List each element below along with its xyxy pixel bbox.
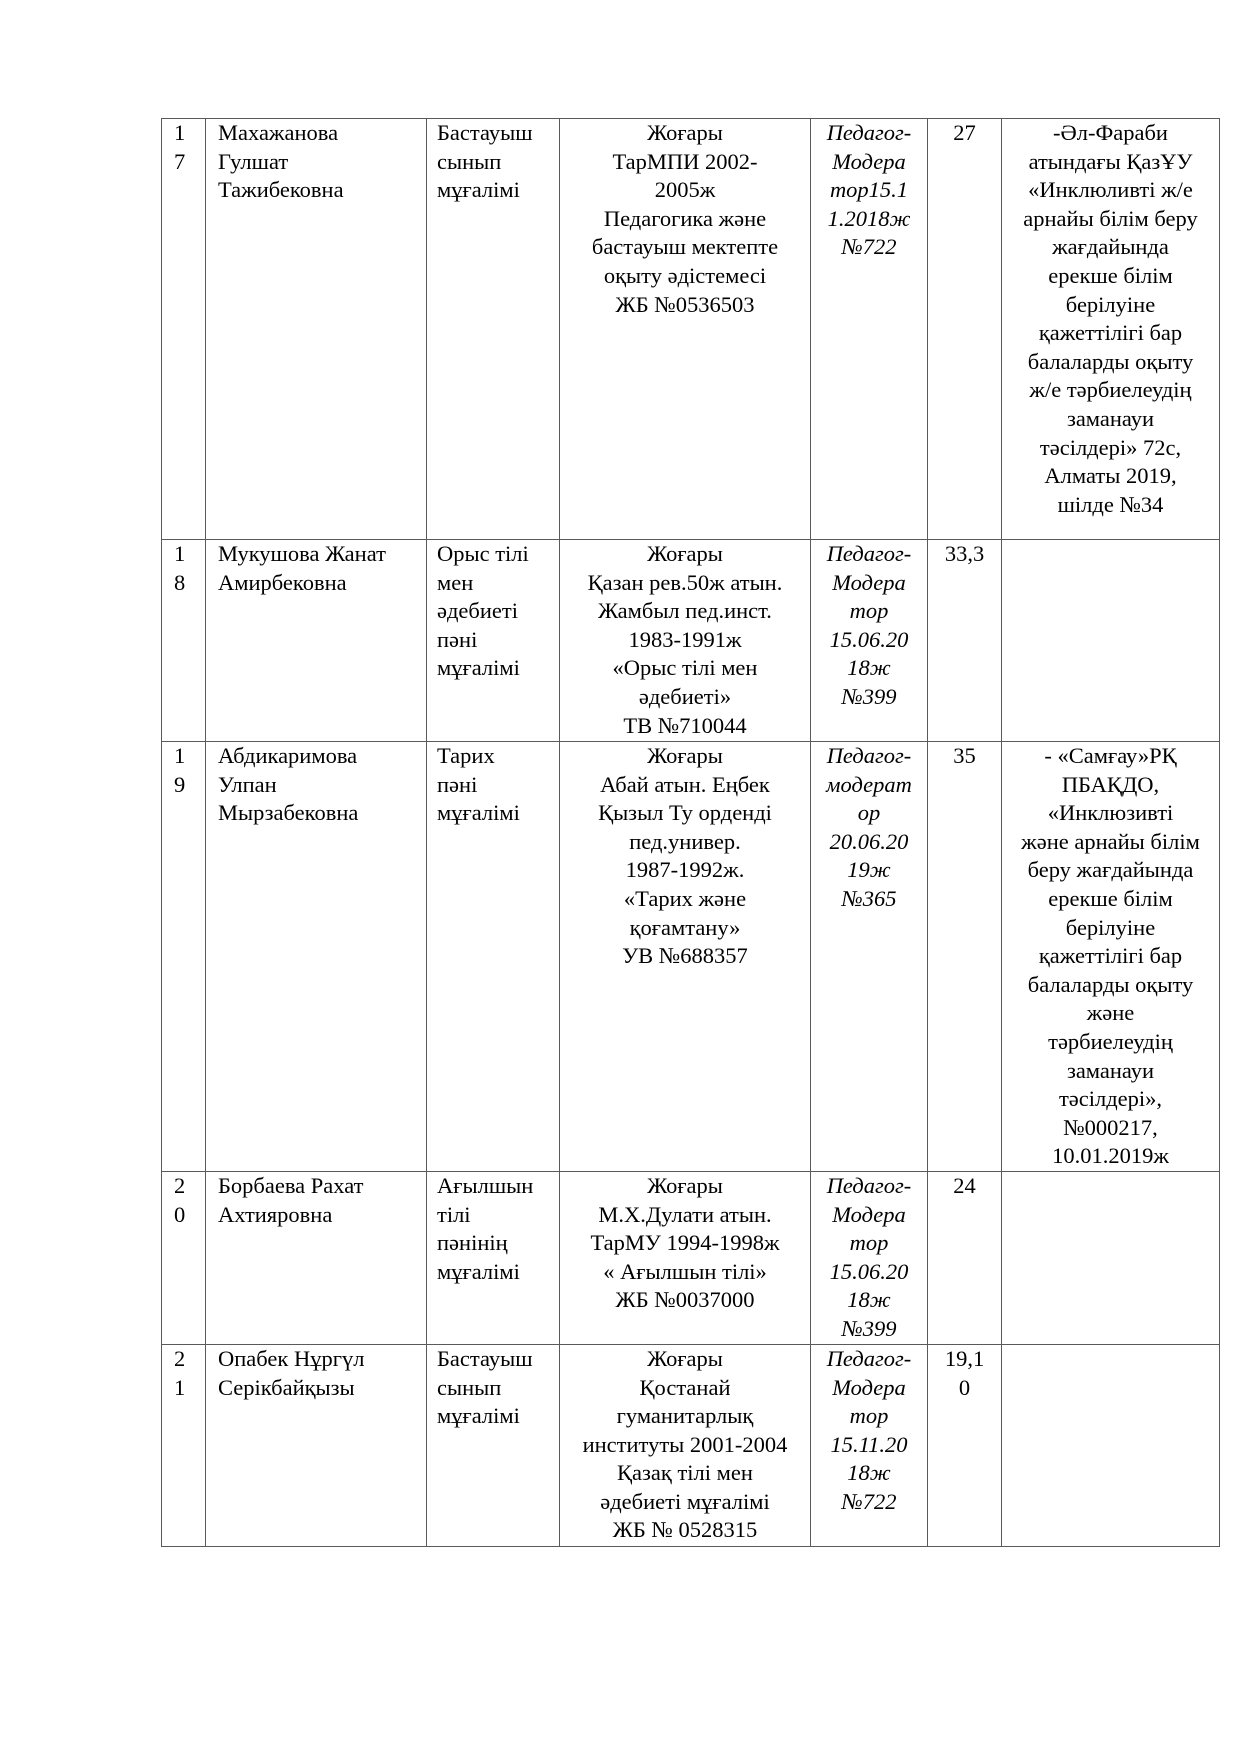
teacher-courses — [1002, 1344, 1220, 1546]
teacher-education: Жоғары Абай атын. Еңбек Қызыл Ту орденді пед.универ. 1987-1992ж. «Тарих және қоғамтану» УВ №688357 — [560, 742, 811, 1172]
teacher-name: Махажанова Гулшат Тажибековна — [206, 119, 427, 540]
row-number: 1 8 — [162, 540, 206, 742]
table-row — [162, 540, 1220, 742]
teacher-position: Ағылшын тілі пәнінің мұғалімі — [427, 1171, 560, 1344]
table-row — [162, 119, 1220, 540]
teacher-name: Борбаева Рахат Ахтияровна — [206, 1171, 427, 1344]
teacher-courses — [1002, 1171, 1220, 1344]
teacher-category: Педагог- Модера тор15.1 1.2018ж №722 — [811, 119, 928, 540]
teacher-experience: 19,1 0 — [928, 1344, 1002, 1546]
teacher-courses: -Әл-Фараби атындағы ҚазҰУ «Инклюливті ж/е арнайы білім беру жағдайында ерекше білім берілуіне қажеттілігі бар балаларды оқыту ж/е тәрбиелеудің заманауи тәсілдері» 72с, Алматы 2019, шілде №34 — [1002, 119, 1220, 540]
teacher-position: Тарих пәні мұғалімі — [427, 742, 560, 1172]
table-row — [162, 1171, 1220, 1344]
teacher-category: Педагог- модерат ор 20.06.20 19ж №365 — [811, 742, 928, 1172]
teacher-category: Педагог- Модера тор 15.06.20 18ж №399 — [811, 540, 928, 742]
row-number: 2 1 — [162, 1344, 206, 1546]
teacher-education: Жоғары Қазан рев.50ж атын. Жамбыл пед.инст. 1983-1991ж «Орыс тілі мен әдебиеті» ТВ №710044 — [560, 540, 811, 742]
teacher-experience: 24 — [928, 1171, 1002, 1344]
teacher-name: Мукушова Жанат Амирбековна — [206, 540, 427, 742]
teacher-education: Жоғары ТарМПИ 2002- 2005ж Педагогика және бастауыш мектепте оқыту әдістемесі ЖБ №0536503 — [560, 119, 811, 540]
teacher-experience: 27 — [928, 119, 1002, 540]
table-row — [162, 742, 1220, 1172]
teacher-education: Жоғары М.Х.Дулати атын. ТарМУ 1994-1998ж « Ағылшын тілі» ЖБ №0037000 — [560, 1171, 811, 1344]
teacher-education: Жоғары Қостанай гуманитарлық институты 2001-2004 Қазақ тілі мен әдебиеті мұғалімі ЖБ № 0528315 — [560, 1344, 811, 1546]
row-number: 2 0 — [162, 1171, 206, 1344]
teacher-category: Педагог- Модера тор 15.06.20 18ж №399 — [811, 1171, 928, 1344]
teacher-courses: - «Самғау»РҚ ПБАҚДО, «Инклюзивті және арнайы білім беру жағдайында ерекше білім берілуіне қажеттілігі бар балаларды оқыту және тәрбиелеудің заманауи тәсілдері», №000217, 10.01.2019ж — [1002, 742, 1220, 1172]
teacher-courses — [1002, 540, 1220, 742]
teacher-category: Педагог- Модера тор 15.11.20 18ж №722 — [811, 1344, 928, 1546]
row-number: 1 7 — [162, 119, 206, 540]
staff-table — [161, 118, 1220, 1547]
teacher-name: Абдикаримова Улпан Мырзабековна — [206, 742, 427, 1172]
teacher-name: Опабек Нұргүл Серікбайқызы — [206, 1344, 427, 1546]
teacher-position: Орыс тілі мен әдебиеті пәні мұғалімі — [427, 540, 560, 742]
row-number: 1 9 — [162, 742, 206, 1172]
teacher-experience: 35 — [928, 742, 1002, 1172]
teacher-position: Бастауыш сынып мұғалімі — [427, 119, 560, 540]
teacher-experience: 33,3 — [928, 540, 1002, 742]
teacher-position: Бастауыш сынып мұғалімі — [427, 1344, 560, 1546]
table-row — [162, 1344, 1220, 1546]
